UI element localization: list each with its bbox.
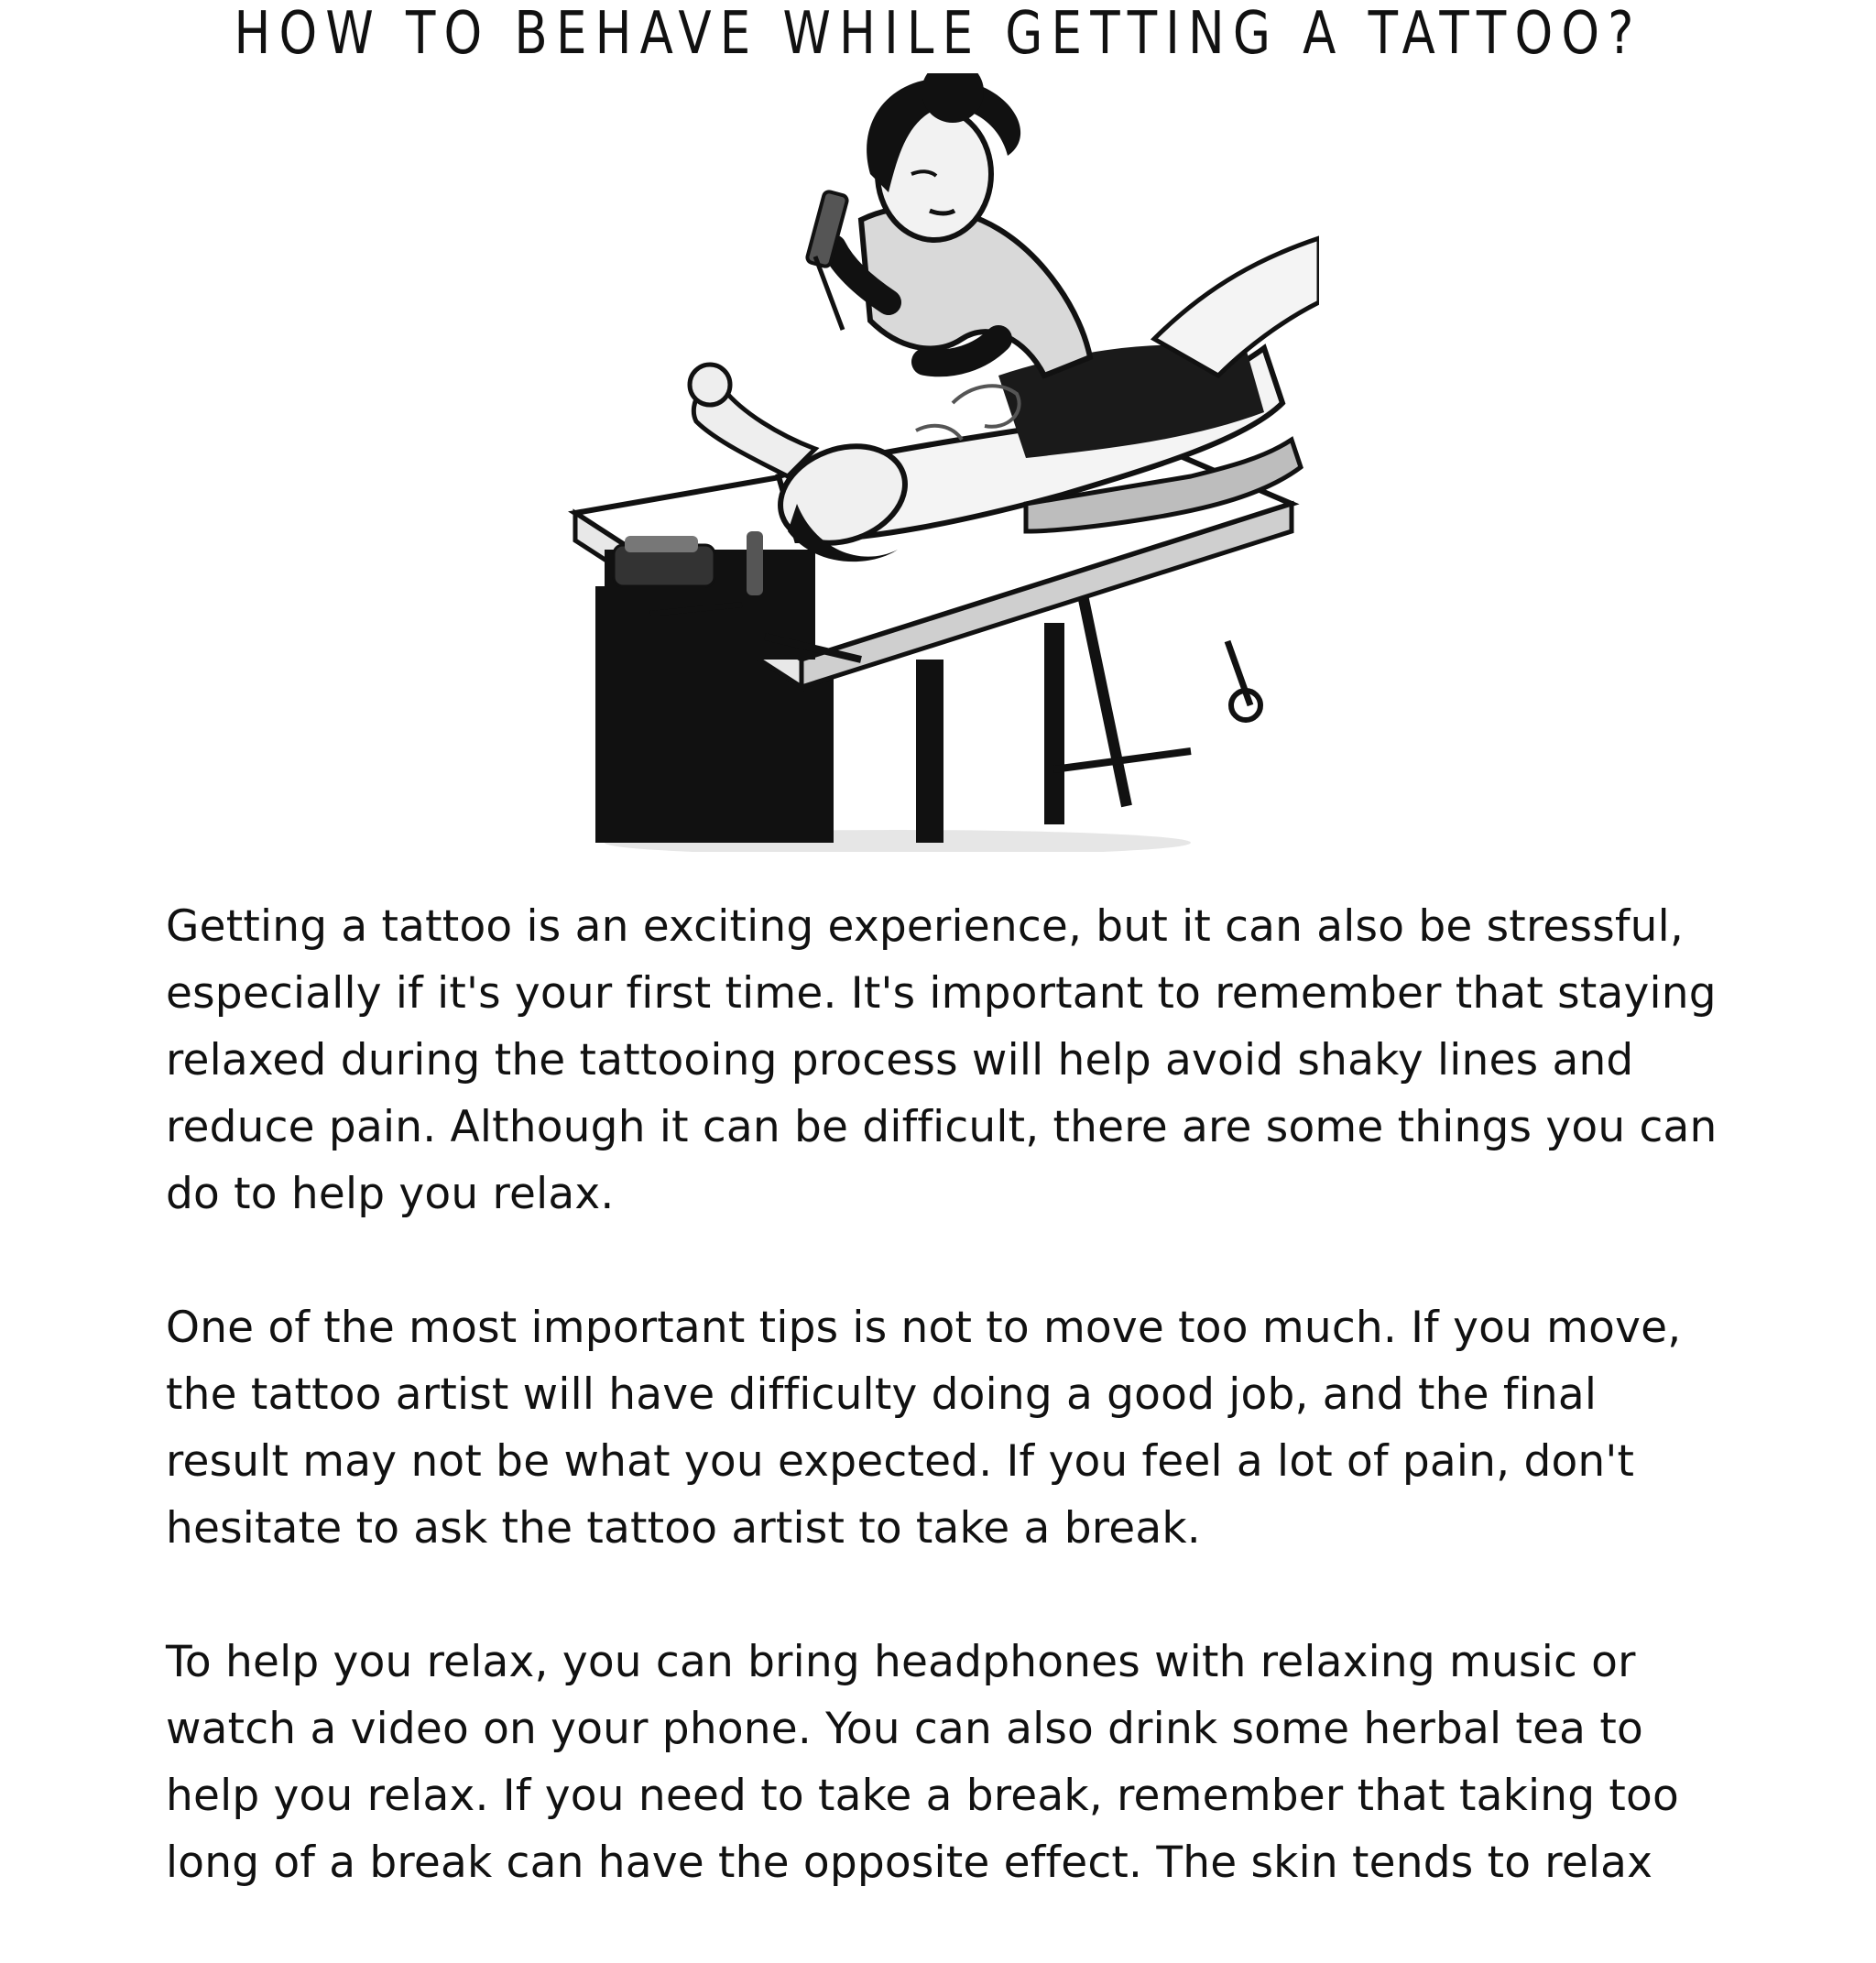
paragraph-3: To help you relax, you can bring headphones with relaxing music or watch a video on your phone. You can also drink some herbal tea to help you relax. If you need to take a break, remember that taking too long of a break can have the opposite effect. The skin tends to relax xyxy=(166,1637,1679,1888)
article-body xyxy=(166,893,1723,1963)
paragraph-1: Getting a tattoo is an exciting experience, but it can also be stressful, especially if it's your first time. It's important to remember that staying relaxed during the tattooing process will help avoid shaky lines and reduce pain. Although it can be difficult, there are some things you can do to help you relax. xyxy=(166,901,1718,1219)
page-title: HOW TO BEHAVE WHILE GETTING A TATTOO? xyxy=(234,0,1642,68)
tattoo-artist-illustration xyxy=(568,73,1319,852)
paragraph-2: One of the most important tips is not to move too much. If you move, the tattoo artist will have difficulty doing a good job, and the final result may not be what you expected. If you feel a lot of pain, don't hesitate to ask the tattoo artist to take a break. xyxy=(166,1303,1682,1554)
